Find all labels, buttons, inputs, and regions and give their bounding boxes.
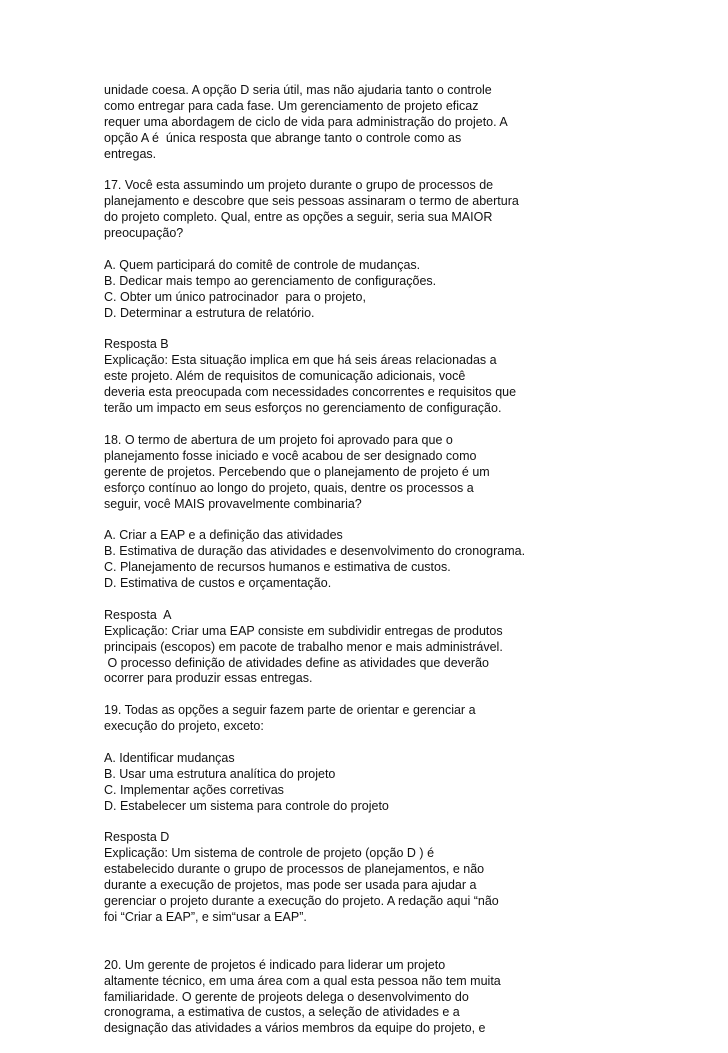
- text-line: do projeto completo. Qual, entre as opções a seguir, seria sua MAIOR: [104, 210, 493, 225]
- answer-label: Resposta D: [104, 830, 170, 845]
- option-b: B. Estimativa de duração das atividades e desenvolvimento do cronograma.: [104, 544, 526, 559]
- text-line: planejamento e descobre que seis pessoas assinaram o termo de abertura: [104, 194, 519, 209]
- text-line: terão um impacto em seus esforços no gerenciamento de configuração.: [104, 401, 502, 416]
- question-20: [104, 958, 714, 1038]
- text-line: planejamento fosse iniciado e você acabou de ser designado como: [104, 448, 477, 463]
- question-19-options: [104, 751, 714, 815]
- option-c: C. Obter um único patrocinador para o projeto,: [104, 289, 366, 304]
- text-line: opção A é única resposta que abrange tanto o controle como as: [104, 130, 462, 145]
- text-line: ocorrer para produzir essas entregas.: [104, 671, 313, 686]
- text-line: foi “Criar a EAP”, e sim“usar a EAP”.: [104, 909, 307, 924]
- option-b: B. Usar uma estrutura analítica do projeto: [104, 766, 336, 781]
- text-line: 18. O termo de abertura de um projeto foi aprovado para que o: [104, 432, 453, 447]
- text-line: unidade coesa. A opção D seria útil, mas não ajudaria tanto o controle: [104, 83, 492, 97]
- text-line: designação das atividades a vários membros da equipe do projeto, e: [104, 1021, 486, 1036]
- text-line: esforço contínuo ao longo do projeto, quais, dentre os processos a: [104, 480, 474, 495]
- question-19-answer: [104, 830, 714, 925]
- text-line: preocupação?: [104, 226, 184, 241]
- text-line: como entregar para cada fase. Um gerenciamento de projeto eficaz: [104, 98, 479, 113]
- option-c: C. Planejamento de recursos humanos e estimativa de custos.: [104, 560, 451, 575]
- text-line: Explicação: Um sistema de controle de projeto (opção D ) é: [104, 846, 435, 861]
- answer-label: Resposta A: [104, 607, 172, 622]
- text-line: Explicação: Criar uma EAP consiste em subdividir entregas de produtos: [104, 623, 503, 638]
- option-d: D. Estimativa de custos e orçamentação.: [104, 576, 332, 591]
- text-line: este projeto. Além de requisitos de comunicação adicionais, você: [104, 369, 466, 384]
- text-line: entregas.: [104, 146, 157, 161]
- question-18-answer: [104, 608, 714, 688]
- text-line: O processo definição de atividades define as atividades que deverão: [104, 655, 489, 670]
- option-a: A. Criar a EAP e a definição das atividades: [104, 528, 343, 543]
- text-line: altamente técnico, em uma área com a qual esta pessoa não tem muita: [104, 973, 501, 988]
- text-line: Explicação: Esta situação implica em que há seis áreas relacionadas a: [104, 353, 497, 368]
- question-18: [104, 433, 714, 513]
- option-d: D. Determinar a estrutura de relatório.: [104, 305, 315, 320]
- text-line: gerente de projetos. Percebendo que o planejamento de projeto é um: [104, 464, 490, 479]
- text-line: familiaridade. O gerente de projeots delega o desenvolvimento do: [104, 989, 469, 1004]
- question-17: [104, 178, 714, 242]
- text-line: deveria esta preocupada com necessidades concorrentes e requisitos que: [104, 385, 517, 400]
- question-17-options: [104, 258, 714, 322]
- option-b: B. Dedicar mais tempo ao gerenciamento de configurações.: [104, 273, 437, 288]
- text-line: principais (escopos) em pacote de trabalho menor e mais administrável.: [104, 639, 503, 654]
- option-d: D. Estabelecer um sistema para controle do projeto: [104, 798, 389, 813]
- text-line: 19. Todas as opções a seguir fazem parte de orientar e gerenciar a: [104, 703, 476, 718]
- text-line: 17. Você esta assumindo um projeto durante o grupo de processos de: [104, 178, 494, 193]
- previous-explanation-paragraph: [104, 83, 714, 163]
- answer-label: Resposta B: [104, 337, 169, 352]
- text-line: requer uma abordagem de ciclo de vida para administração do projeto. A: [104, 114, 508, 129]
- document-page: [104, 83, 714, 1053]
- text-line: gerenciar o projeto durante a execução do projeto. A redação aqui “não: [104, 894, 499, 909]
- text-line: estabelecido durante o grupo de processos de planejamentos, e não: [104, 862, 485, 877]
- text-line: seguir, você MAIS provavelmente combinaria?: [104, 496, 362, 511]
- question-19: [104, 703, 714, 735]
- question-18-options: [104, 528, 714, 592]
- text-line: cronograma, a estimativa de custos, a seleção de atividades e a: [104, 1005, 460, 1020]
- option-a: A. Identificar mudanças: [104, 750, 235, 765]
- text-line: execução do projeto, exceto:: [104, 719, 264, 734]
- text-line: durante a execução de projetos, mas pode ser usada para ajudar a: [104, 878, 477, 893]
- option-c: C. Implementar ações corretivas: [104, 782, 284, 797]
- question-17-answer: [104, 337, 714, 417]
- option-a: A. Quem participará do comitê de controle de mudanças.: [104, 257, 421, 272]
- text-line: 20. Um gerente de projetos é indicado para liderar um projeto: [104, 957, 446, 972]
